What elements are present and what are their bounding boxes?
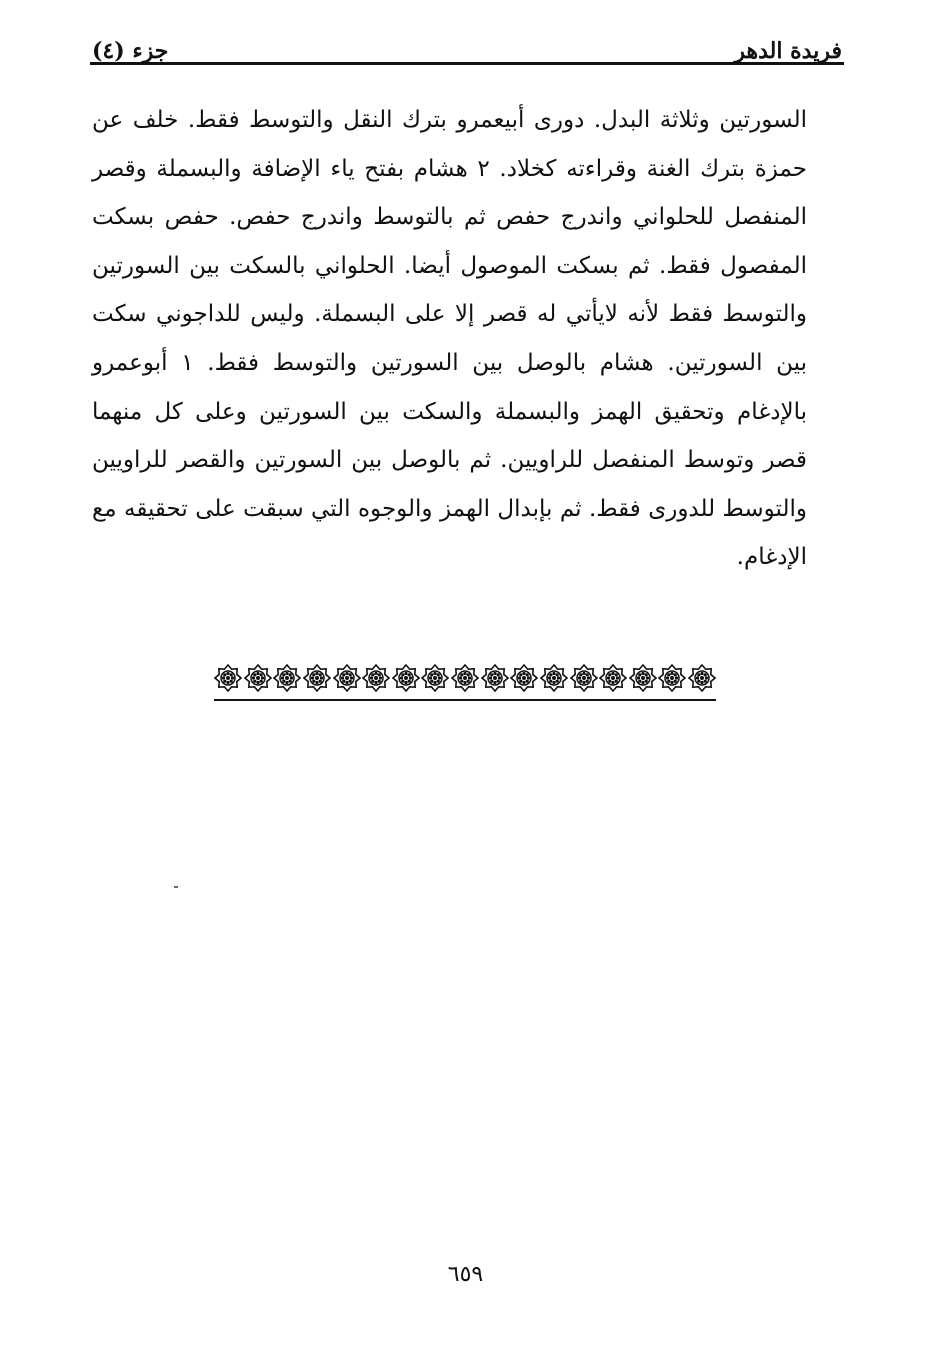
rosette-icon [421,664,449,692]
rosette-icon [658,664,686,692]
rosette-icon [599,664,627,692]
rosette-icon [392,664,420,692]
body-text [92,96,807,582]
rosette-icon [629,664,657,692]
rosette-icon [214,664,242,692]
header-rule [90,62,844,65]
page-number: ٦٥٩ [447,1262,484,1287]
rosette-icon [510,664,538,692]
rosette-icon [333,664,361,692]
rosette-icon [362,664,390,692]
rosette-icon [688,664,716,692]
rosette-icon [244,664,272,692]
ornament-band [214,658,716,698]
body-paragraph: السورتين وثلاثة البدل. دورى أبيعمرو بترك النقل والتوسط فقط. خلف عن حمزة بترك الغنة وقراءته كخلاد. ٢ هشام بفتح ياء الإضافة والبسملة وقصر المنفصل للحلواني واندرج حفص ثم بالتوسط واندرج حفص. حفص بسكت المفصول فقط. ثم بسكت الموصول أيضا. الحلواني بالسكت بين السورتين والتوسط فقط لأنه لايأتي له قصر إلا على البسملة. وليس للداجوني سكت بين السورتين. هشام بالوصل بين السورتين والتوسط فقط. ١ أبوعمرو بالإدغام وتحقيق الهمز والبسملة والسكت بين السورتين وعلى كل منهما قصر وتوسط المنفصل للراويين. ثم بالوصل بين السورتين والقصر للراويين والتوسط للدورى فقط. ثم بإبدال الهمز والوجوه التي سبقت على تحقيقه مع الإدغام. [92,107,808,571]
running-head [92,24,842,64]
rosette-icon [451,664,479,692]
ornament-rule [214,699,716,701]
rosette-icon [540,664,568,692]
rosette-icon [303,664,331,692]
scan-mark [174,886,178,888]
volume-label: جزء (٤) [92,38,169,64]
rosette-icon [273,664,301,692]
rosette-icon [570,664,598,692]
book-title: فريدة الدهر [734,38,842,64]
rosette-icon [481,664,509,692]
